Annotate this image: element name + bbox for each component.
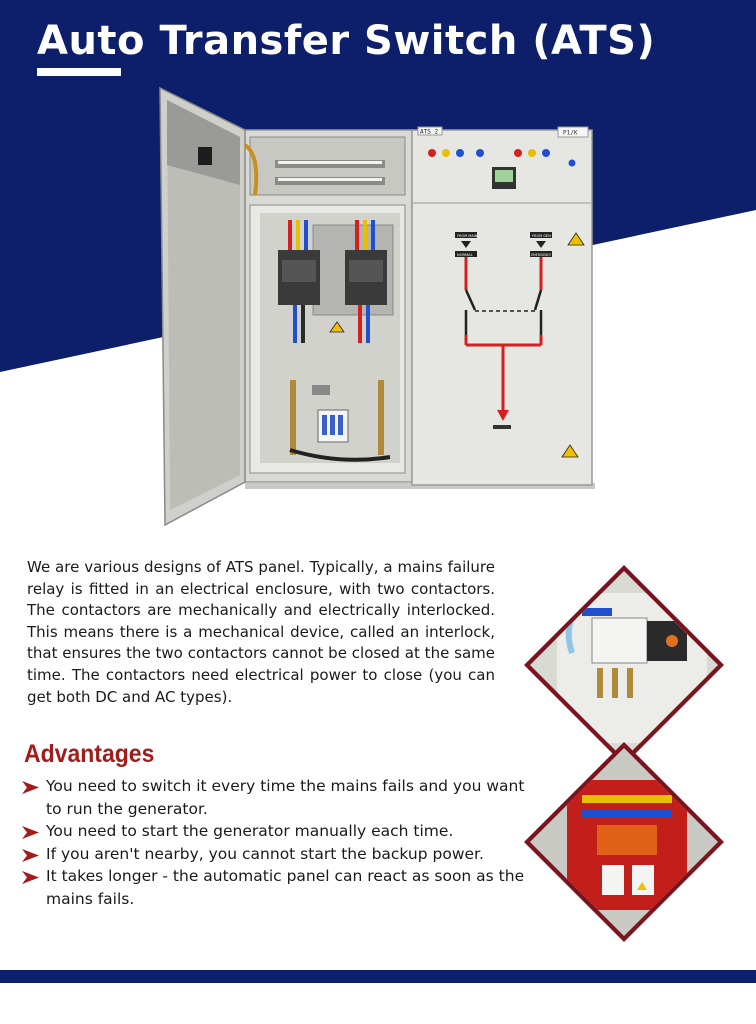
advantage-text: It takes longer - the automatic panel can react as soon as the mains fails. [46,867,525,908]
list-item [22,820,532,843]
advantages-list [22,775,532,910]
footer-bar [0,970,756,983]
from-gen-label: FROM GEN [532,234,551,238]
from-main-label: FROM MAIN [457,234,478,238]
chevron-right-icon [22,849,39,862]
advantages-heading: Advantages [24,740,155,768]
door-tag-2-text: P1/K [563,129,578,137]
red-panel-photo-diamond [522,740,726,944]
page-title: Auto Transfer Switch (ATS) [37,18,656,64]
title-underline [37,68,121,76]
list-item [22,865,532,910]
interior-photo-diamond [522,563,726,767]
door-tag-text: ATS 2 [420,128,439,136]
emergency-label: EMERGENCY [531,253,551,257]
chevron-right-icon [22,871,39,884]
intro-paragraph: We are various designs of ATS panel. Typically, a mains failure relay is fitted in an electrical enclosure, with two contactors. The contactors are mechanically and electrically interlocked. This means there is a mechanical device, called an interlock, that ensures the two contactors cannot be closed at the same time. The contactors need electrical power to close (you can get both DC and AC types). [27,558,495,706]
ats-panel-image [150,85,600,535]
advantage-text: You need to start the generator manually each time. [46,822,454,840]
chevron-right-icon [22,826,39,839]
list-item [22,775,532,820]
advantage-text: You need to switch it every time the mains fails and you want to run the generator. [46,777,525,818]
advantage-text: If you aren't nearby, you cannot start the backup power. [46,844,484,863]
normal-label: NORMAL [457,253,473,257]
list-item [22,843,532,866]
chevron-right-icon [22,781,39,794]
